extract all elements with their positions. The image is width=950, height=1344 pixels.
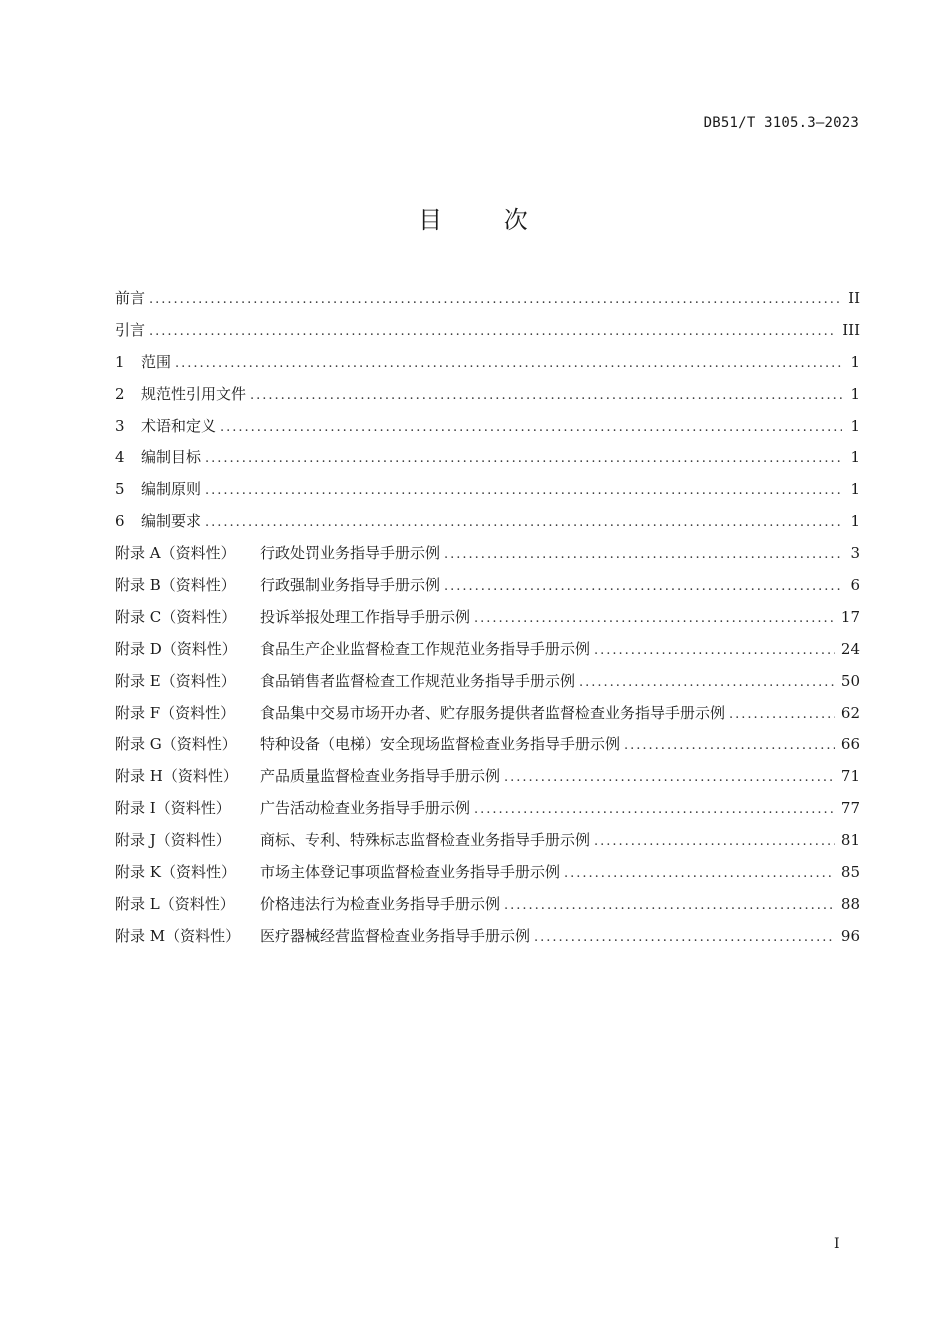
toc-entry[interactable]: [115, 761, 860, 793]
toc-leader-dots: [444, 571, 842, 603]
toc-entry[interactable]: [115, 347, 860, 379]
page-number: I: [834, 1236, 840, 1252]
toc-entry-label: 范围: [141, 352, 172, 371]
toc-entry-appendix-prefix: 附录 H（资料性）: [115, 767, 238, 786]
toc-leader-dots: [250, 380, 842, 412]
toc-entry-label: 食品销售者监督检查工作规范业务指导手册示例: [260, 671, 576, 690]
toc-entry-label: 投诉举报处理工作指导手册示例: [260, 607, 471, 626]
toc-leader-dots: [579, 667, 835, 699]
toc-entry[interactable]: [115, 315, 860, 347]
toc-entry-appendix-prefix: 附录 D（资料性）: [115, 639, 237, 658]
toc-entry[interactable]: [115, 411, 860, 443]
toc-leader-dots: [444, 539, 842, 571]
toc-entry-page: 96: [840, 926, 860, 945]
toc-entry-number: 2: [115, 384, 125, 403]
toc-entry-label: 特种设备（电梯）安全现场监督检查业务指导手册示例: [260, 735, 621, 754]
toc-entry[interactable]: [115, 506, 860, 538]
toc-entry-label: 广告活动检查业务指导手册示例: [260, 799, 471, 818]
toc-entry-appendix-prefix: 附录 E（资料性）: [115, 671, 236, 690]
toc-entry-page: 62: [840, 703, 860, 722]
toc-entry-page: III: [842, 320, 860, 339]
document-code: DB51/T 3105.3—2023: [703, 115, 859, 131]
toc-entry-page: 50: [840, 671, 860, 690]
toc-entry-page: 3: [850, 544, 860, 563]
toc-entry-page: 85: [840, 863, 860, 882]
toc-leader-dots: [474, 794, 835, 826]
toc-entry-label: 医疗器械经营监督检查业务指导手册示例: [260, 926, 531, 945]
toc-entry[interactable]: [115, 602, 860, 634]
toc-entry-label: 引言: [115, 320, 146, 339]
toc-entry-label: 编制要求: [141, 512, 202, 531]
toc-entry-number: 1: [115, 352, 125, 371]
toc-entry-appendix-prefix: 附录 B（资料性）: [115, 576, 236, 595]
toc-entry-appendix-prefix: 附录 F（资料性）: [115, 703, 236, 722]
toc-entry-page: 1: [850, 480, 860, 499]
toc-leader-dots: [205, 475, 842, 507]
toc-leader-dots: [149, 284, 842, 316]
toc-leader-dots: [220, 412, 842, 444]
toc-entry-label: 术语和定义: [141, 416, 217, 435]
toc-entry-appendix-prefix: 附录 I（资料性）: [115, 799, 231, 818]
toc-entry[interactable]: [115, 283, 860, 315]
toc-entry-page: 1: [850, 448, 860, 467]
toc-entry-label: 市场主体登记事项监督检查业务指导手册示例: [260, 863, 561, 882]
toc-entry[interactable]: [115, 634, 860, 666]
toc-leader-dots: [564, 858, 835, 890]
toc-entry[interactable]: [115, 698, 860, 730]
toc-leader-dots: [504, 762, 835, 794]
toc-entry[interactable]: [115, 729, 860, 761]
toc-leader-dots: [205, 507, 842, 539]
toc-entry-number: 6: [115, 512, 125, 531]
toc-leader-dots: [534, 922, 835, 954]
toc-entry[interactable]: [115, 538, 860, 570]
toc-entry-page: 88: [840, 894, 860, 913]
toc-leader-dots: [175, 348, 842, 380]
toc-entry-label: 商标、专利、特殊标志监督检查业务指导手册示例: [260, 831, 591, 850]
toc-entry[interactable]: [115, 442, 860, 474]
toc-entry-number: 4: [115, 448, 125, 467]
toc-entry[interactable]: [115, 857, 860, 889]
toc-entry-page: 1: [850, 416, 860, 435]
toc-entry-appendix-prefix: 附录 G（资料性）: [115, 735, 237, 754]
toc-entry-label: 前言: [115, 289, 146, 307]
toc-entry[interactable]: [115, 666, 860, 698]
toc-entry[interactable]: [115, 474, 860, 506]
toc-entry-page: 1: [850, 384, 860, 403]
toc-entry-page: 1: [850, 352, 860, 371]
toc-entry-label: 编制目标: [141, 448, 202, 467]
toc-entry-page: 66: [840, 735, 860, 754]
toc-entry-appendix-prefix: 附录 J（资料性）: [115, 831, 231, 850]
toc-leader-dots: [205, 443, 842, 475]
toc-entry-page: 17: [840, 607, 860, 626]
toc-entry-appendix-prefix: 附录 L（资料性）: [115, 894, 235, 913]
toc-entry-appendix-prefix: 附录 K（资料性）: [115, 863, 236, 882]
toc-entry-label: 规范性引用文件: [141, 384, 247, 403]
toc-leader-dots: [594, 635, 835, 667]
toc-entry-number: 5: [115, 480, 125, 499]
toc-list: [115, 283, 860, 953]
toc-leader-dots: [504, 890, 835, 922]
toc-leader-dots: [729, 699, 835, 731]
toc-entry-label: 价格违法行为检查业务指导手册示例: [260, 894, 501, 913]
toc-leader-dots: [624, 730, 835, 762]
toc-entry-label: 行政处罚业务指导手册示例: [260, 544, 441, 563]
toc-entry-number: 3: [115, 416, 125, 435]
toc-leader-dots: [149, 316, 836, 348]
toc-entry-appendix-prefix: 附录 M（资料性）: [115, 926, 241, 945]
toc-entry[interactable]: [115, 921, 860, 953]
toc-leader-dots: [594, 826, 835, 858]
toc-entry[interactable]: [115, 889, 860, 921]
toc-entry-label: 行政强制业务指导手册示例: [260, 576, 441, 595]
toc-entry-appendix-prefix: 附录 C（资料性）: [115, 607, 237, 626]
toc-entry-page: 24: [840, 639, 860, 658]
toc-entry-appendix-prefix: 附录 A（资料性）: [115, 544, 236, 563]
toc-leader-dots: [474, 603, 835, 635]
toc-entry-page: 77: [840, 799, 860, 818]
toc-entry-page: 1: [850, 512, 860, 531]
toc-entry-page: 6: [850, 576, 860, 595]
toc-entry[interactable]: [115, 379, 860, 411]
toc-entry-label: 食品集中交易市场开办者、贮存服务提供者监督检查业务指导手册示例: [260, 703, 726, 722]
toc-entry[interactable]: [115, 570, 860, 602]
toc-entry-page: 71: [840, 767, 860, 786]
toc-entry-label: 编制原则: [141, 480, 202, 499]
toc-title: 目 次: [418, 206, 532, 234]
toc-entry-label: 产品质量监督检查业务指导手册示例: [260, 767, 501, 786]
toc-entry-label: 食品生产企业监督检查工作规范业务指导手册示例: [260, 639, 591, 658]
toc-entry[interactable]: [115, 825, 860, 857]
toc-entry-page: II: [848, 289, 860, 307]
toc-entry[interactable]: [115, 793, 860, 825]
toc-entry-page: 81: [840, 831, 860, 850]
